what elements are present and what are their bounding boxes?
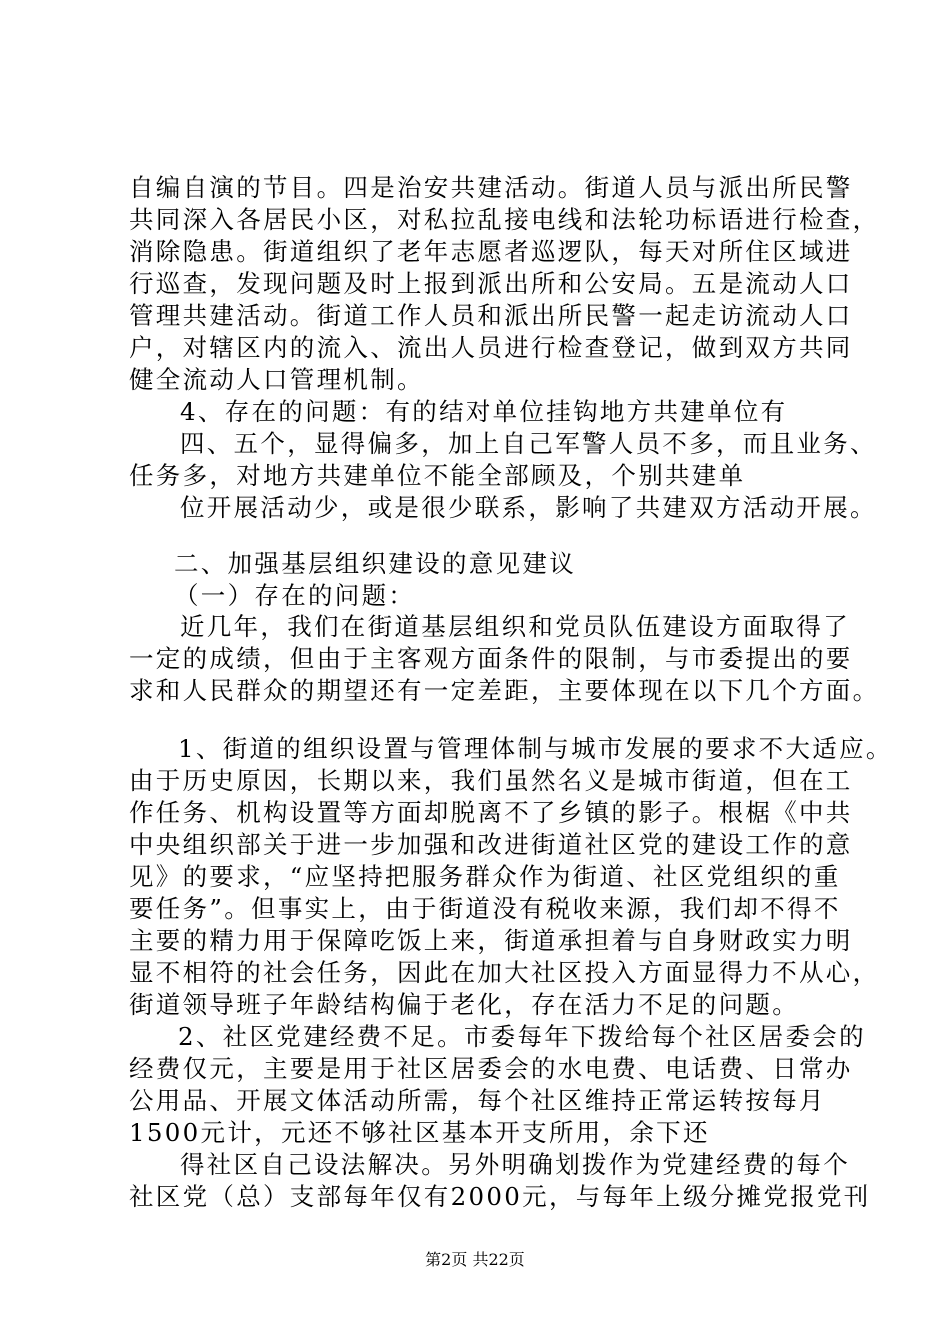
text-line: 社区党（总）支部每年仅有2000元，与每年上级分摊党报党刊: [129, 1182, 871, 1211]
text-line: 消除隐患。街道组织了老年志愿者巡逻队，每天对所住区域进: [129, 237, 853, 266]
text-line: 由于历史原因，长期以来，我们虽然名义是城市街道，但在工: [129, 766, 853, 795]
text-line: 显不相符的社会任务，因此在加大社区投入方面显得力不从心，: [129, 958, 880, 987]
text-line: 求和人民群众的期望还有一定差距，主要体现在以下几个方面。: [129, 676, 880, 705]
page-number-footer: 第2页 共22页: [425, 1250, 525, 1269]
text-line: 公用品、开展文体活动所需，每个社区维持正常运转按每月: [129, 1086, 826, 1115]
text-line: 经费仅元，主要是用于社区居委会的水电费、电话费、日常办: [129, 1054, 853, 1083]
text-line: 街道领导班子年龄结构偏于老化，存在活力不足的问题。: [129, 990, 799, 1019]
subsection-heading: （一）存在的问题：: [174, 581, 416, 610]
text-line: 共同深入各居民小区，对私拉乱接电线和法轮功标语进行检查，: [129, 205, 880, 234]
text-line: 见》的要求，“应坚持把服务群众作为街道、社区党组织的重: [129, 862, 841, 891]
text-line: 作任务、机构设置等方面却脱离不了乡镇的影子。根椐《中共: [129, 798, 853, 827]
text-line: 1500元计，元还不够社区基本开支所用，余下还: [129, 1118, 710, 1147]
text-line: 健全流动人口管理机制。: [129, 365, 424, 394]
text-line: 近几年，我们在街道基层组织和党员队伍建设方面取得了: [180, 612, 850, 641]
text-line: 行巡查，发现问题及时上报到派出所和公安局。五是流动人口: [129, 269, 853, 298]
text-line: 管理共建活动。街道工作人员和派出所民警一起走访流动人口: [129, 301, 853, 330]
text-line: 任务多，对地方共建单位不能全部顾及，个别共建单: [129, 461, 746, 490]
section-heading: 二、加强基层组织建设的意见建议: [174, 549, 576, 578]
text-line: 一定的成绩，但由于主客观方面条件的限制，与市委提出的要: [129, 644, 853, 673]
text-line: 要任务”。但事实上，由于街道没有税收来源，我们却不得不: [129, 894, 841, 923]
text-line: 四、五个，显得偏多，加上自己军警人员不多，而且业务、: [180, 429, 877, 458]
text-line: 中央组织部关于进一步加强和改进街道社区党的建设工作的意: [129, 830, 853, 859]
text-line: 得社区自己设法解决。另外明确划拨作为党建经费的每个: [180, 1150, 850, 1179]
text-line: 1、街道的组织设置与管理体制与城市发展的要求不大适应。: [178, 734, 893, 763]
text-line: 2、社区党建经费不足。市委每年下拨给每个社区居委会的: [178, 1022, 866, 1051]
text-line: 户，对辖区内的流入、流出人员进行检查登记，做到双方共同: [129, 333, 853, 362]
text-line: 位开展活动少，或是很少联系，影响了共建双方活动开展。: [180, 493, 877, 522]
text-line: 4、存在的问题：有的结对单位挂钩地方共建单位有: [180, 397, 788, 426]
text-line: 自编自演的节目。四是治安共建活动。街道人员与派出所民警: [129, 173, 853, 202]
text-line: 主要的精力用于保障吃饭上来，街道承担着与自身财政实力明: [129, 926, 853, 955]
